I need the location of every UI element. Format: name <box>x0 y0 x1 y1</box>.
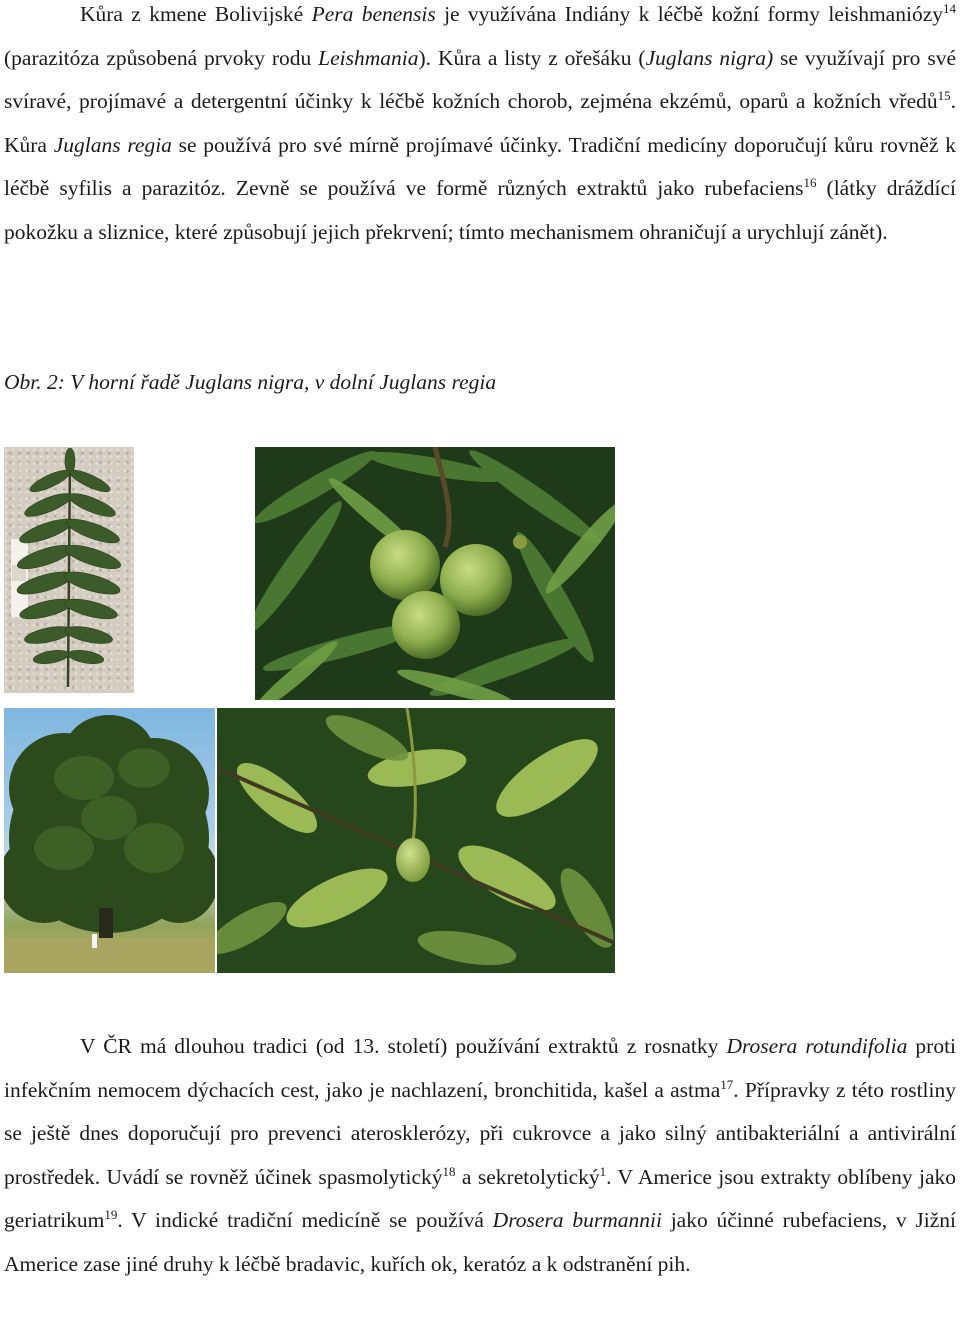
genus-name: Leishmania <box>318 45 419 70</box>
text-run: . Kůra <box>4 89 956 157</box>
species-name: Drosera burmannii <box>492 1208 662 1232</box>
text-run: je využívána Indiány k léčbě kožní formy leishmaniózy <box>435 2 943 26</box>
reference-number: 15 <box>937 88 951 103</box>
species-name: Pera benensis <box>311 2 436 26</box>
reference-number: 14 <box>943 1 956 16</box>
text-run: Kůra z kmene Bolivijské <box>80 2 312 26</box>
text-run: V ČR má dlouhou tradici (od 13. století) používání extraktů z rosnatky <box>80 1034 727 1058</box>
text-run: . V indické tradiční medicíně se používá <box>117 1208 493 1232</box>
walnut-compound-leaf-photo <box>4 447 134 693</box>
text-run: se používá pro své mírně projímavé účinky. Tradiční medicíny doporučují kůru rovněž k léčbě syfilis a parazitóz. Zevně se používá ve formě různých extraktů jako rubefaciens <box>4 132 957 200</box>
reference-number: 19 <box>104 1207 118 1222</box>
text-run: . Přípravky z této rostliny se ještě dnes doporučují pro prevenci aterosklerózy, při cukrovce a jako silný antibakteriální a antivirální prostředek. Uvádí se rovněž účinek spasmolytický <box>4 1077 956 1189</box>
text-run: (parazitóza způsobená prvoky rodu <box>4 45 319 70</box>
text-run: . V Americe jsou extrakty oblíbeny jako geriatrikum <box>4 1164 956 1232</box>
text-run: se využívají pro své svíravé, projímavé a detergentní účinky k léčbě kožních chorob, zejména ekzémů, oparů a kožních vředů <box>4 45 956 113</box>
figure-caption: Obr. 2: V horní řadě Juglans nigra, v dolní Juglans regia <box>4 370 497 394</box>
walnut-tree-photo <box>4 708 215 973</box>
reference-number: 18 <box>442 1163 456 1179</box>
reference-number: 17 <box>720 1076 734 1092</box>
reference-number: 1 <box>599 1163 607 1179</box>
paragraph-drosera <box>4 1025 956 1286</box>
text-run: jako účinné rubefaciens, v Jižní Americe zase jiné druhy k léčbě bradavic, kuřích ok, keratóz a k odstranění pih. <box>4 1208 956 1276</box>
text-run: ). Kůra a listy z ořešáku ( <box>418 45 646 70</box>
text-run: (látky dráždící pokožku a sliznice, které způsobují jejich překrvení; tímto mechanismem ohraničují a urychlují zánět). <box>4 176 956 244</box>
text-run: proti infekčním nemocem dýchacích cest, jako je nachlazení, bronchitida, kašel a astma <box>4 1034 957 1102</box>
species-name: Juglans regia <box>53 132 172 157</box>
juglans-regia-fruit-photo <box>217 708 615 973</box>
species-name: Drosera rotundifolia <box>726 1034 908 1058</box>
juglans-nigra-fruit-photo <box>255 447 615 700</box>
paragraph-juglans <box>4 0 956 254</box>
reference-number: 16 <box>803 175 817 190</box>
text-run: a sekretolytický <box>455 1164 600 1189</box>
species-name: Juglans nigra) <box>645 45 774 70</box>
